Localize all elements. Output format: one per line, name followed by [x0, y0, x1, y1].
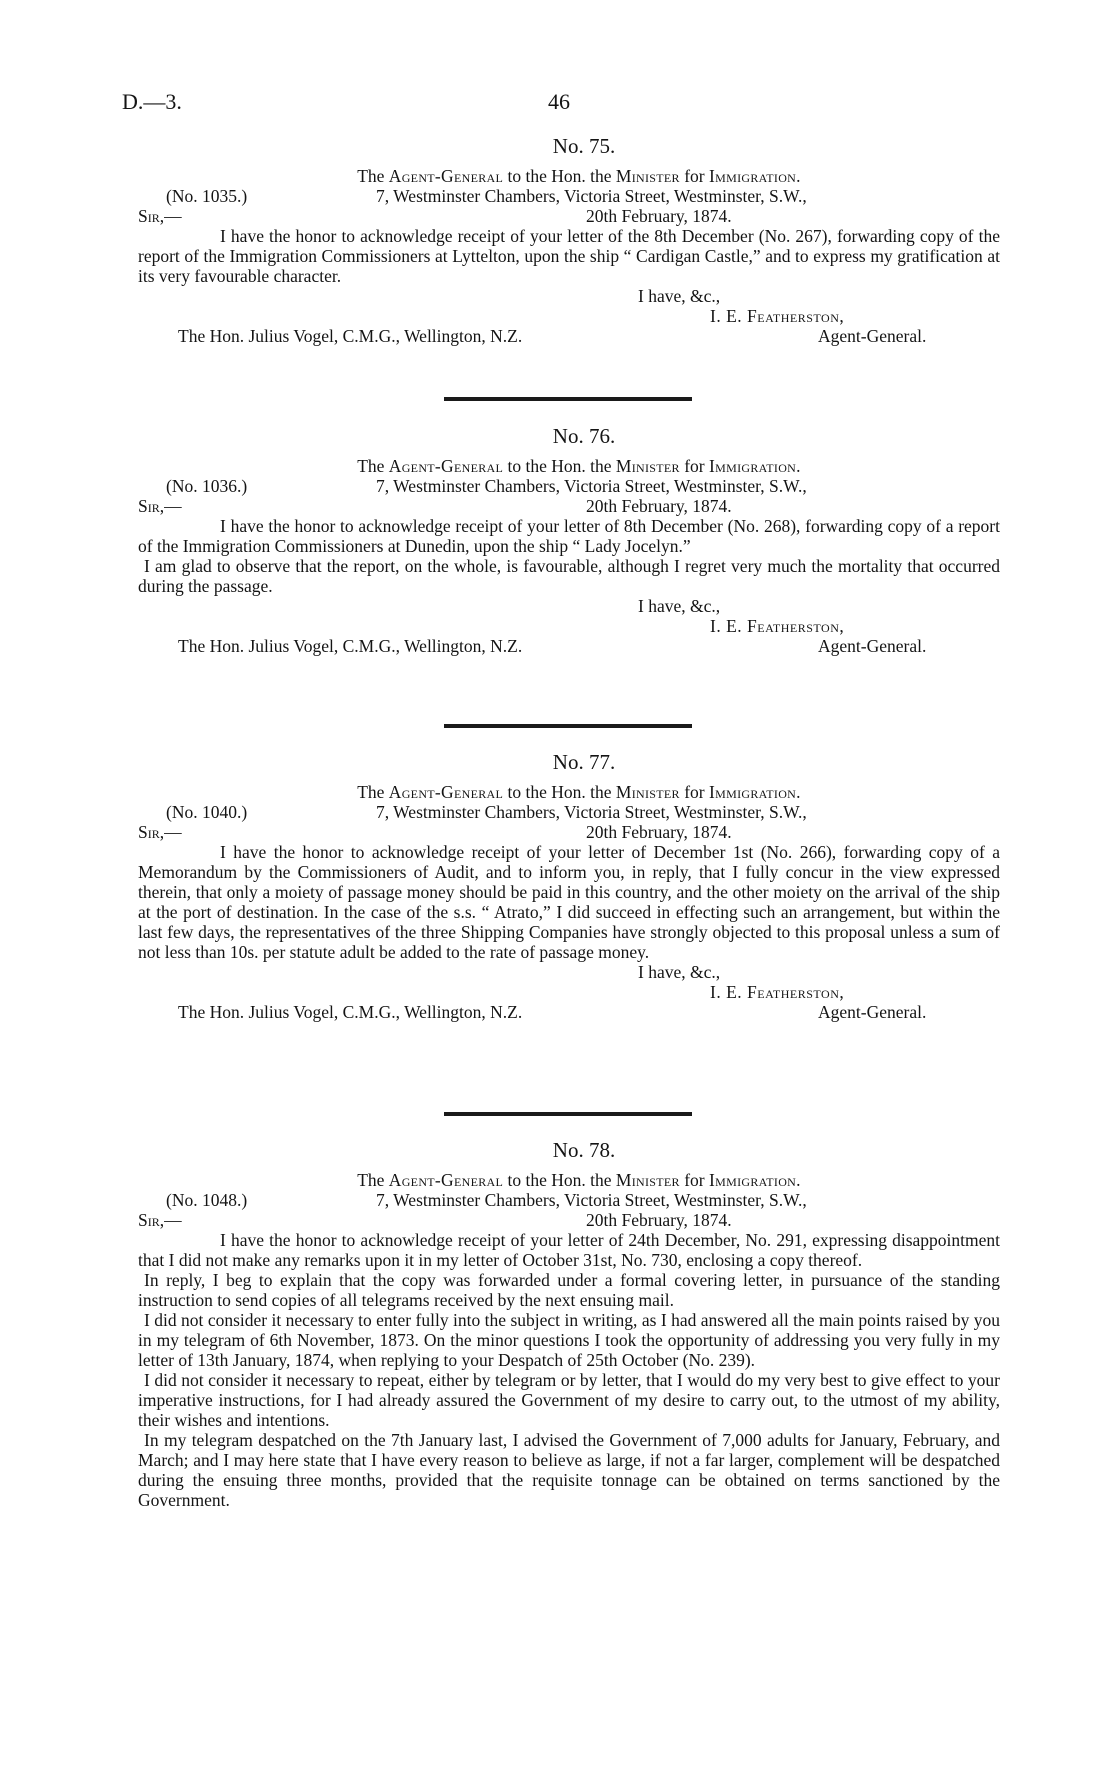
- sender-address: 7, Westminster Chambers, Victoria Street, Westminster, S.W.,: [376, 1190, 807, 1210]
- signer: I. E. Featherston,: [710, 306, 845, 326]
- letter-date: 20th February, 1874.: [586, 206, 732, 226]
- series-code: D.—3.: [122, 89, 182, 114]
- salutation-line: [138, 1210, 1000, 1230]
- signer-role: Agent-General.: [818, 1002, 927, 1022]
- reference-line: [138, 802, 1000, 822]
- section-divider: [444, 724, 692, 728]
- paragraph: In reply, I beg to explain that the copy was forwarded under a formal covering letter, in pursuance of the standing instruction to send copies of all telegrams received by the next ensuing mail.: [138, 1270, 1000, 1310]
- paragraph: I have the honor to acknowledge receipt of your letter of December 1st (No. 266), forwarding copy of a Memorandum by the Commissioners of Audit, and to inform you, in reply, that I fully concur in the view expressed therein, that only a moiety of passage money should be paid in this country, and the other moiety on the arrival of the ship at the port of destination. In the case of the s.s. “ Atrato,” I did succeed in effecting such an arrangement, but within the last few days, the representatives of the three Shipping Companies have strongly objected to this proposal unless a sum of not less than 10s. per statute adult be added to the rate of passage money.: [138, 842, 1000, 962]
- letter-77: [138, 752, 1000, 1022]
- letter-title: The Agent-General to the Hon. the Minister for Immigration.: [357, 782, 801, 802]
- closing-block: [138, 286, 1000, 346]
- closing: I have, &c.,: [638, 286, 721, 306]
- letter-78: [138, 1140, 1000, 1510]
- letter-number: No. 76.: [552, 424, 616, 448]
- reference-line: [138, 1190, 1000, 1210]
- closing: I have, &c.,: [638, 596, 721, 616]
- letter-75: [138, 136, 1000, 346]
- closing-block: [138, 596, 1000, 656]
- reference-number: (No. 1036.): [166, 476, 248, 496]
- addressee: The Hon. Julius Vogel, C.M.G., Wellington, N.Z.: [178, 636, 523, 656]
- signer: I. E. Featherston,: [710, 982, 845, 1002]
- reference-number: (No. 1035.): [166, 186, 248, 206]
- letter-number: No. 75.: [552, 134, 616, 158]
- paragraph: I have the honor to acknowledge receipt of your letter of 8th December (No. 268), forwarding copy of a report of the Immigration Commissioners at Dunedin, upon the ship “ Lady Jocelyn.”: [138, 516, 1000, 556]
- letter-number: No. 77.: [552, 750, 616, 774]
- salutation: Sir,—: [138, 822, 182, 842]
- addressee: The Hon. Julius Vogel, C.M.G., Wellington, N.Z.: [178, 1002, 523, 1022]
- paragraph: I have the honor to acknowledge receipt of your letter of 24th December, No. 291, expressing disappointment that I did not make any remarks upon it in my letter of October 31st, No. 730, enclosing a copy thereof.: [138, 1230, 1000, 1270]
- paragraph: In my telegram despatched on the 7th January last, I advised the Government of 7,000 adults for January, February, and March; and I may here state that I have every reason to believe as large, if not a far larger, complement will be despatched during the ensuing three months, provided that the requisite tonnage can be obtained on terms sanctioned by the Government.: [138, 1430, 1000, 1510]
- letter-date: 20th February, 1874.: [586, 822, 732, 842]
- letter-date: 20th February, 1874.: [586, 1210, 732, 1230]
- letter-date: 20th February, 1874.: [586, 496, 732, 516]
- addressee: The Hon. Julius Vogel, C.M.G., Wellington, N.Z.: [178, 326, 523, 346]
- page-number: 46: [548, 89, 570, 114]
- salutation-line: [138, 822, 1000, 842]
- sender-address: 7, Westminster Chambers, Victoria Street, Westminster, S.W.,: [376, 802, 807, 822]
- paragraph: I am glad to observe that the report, on the whole, is favourable, although I regret very much the mortality that occurred during the passage.: [138, 556, 1000, 596]
- letter-76: [138, 426, 1000, 656]
- paragraph: I have the honor to acknowledge receipt of your letter of the 8th December (No. 267), forwarding copy of the report of the Immigration Commissioners at Lyttelton, upon the ship “ Cardigan Castle,” and to express my gratification at its very favourable character.: [138, 226, 1000, 286]
- letter-title: The Agent-General to the Hon. the Minister for Immigration.: [357, 166, 801, 186]
- reference-number: (No. 1048.): [166, 1190, 248, 1210]
- signer-role: Agent-General.: [818, 636, 927, 656]
- salutation: Sir,—: [138, 206, 182, 226]
- salutation: Sir,—: [138, 496, 182, 516]
- signer: I. E. Featherston,: [710, 616, 845, 636]
- closing-block: [138, 962, 1000, 1022]
- paragraph: I did not consider it necessary to enter fully into the subject in writing, as I had answered all the main points raised by you in my telegram of 6th November, 1873. On the minor questions I took the opportunity of addressing you very fully in my letter of 13th January, 1874, when replying to your Despatch of 25th October (No. 239).: [138, 1310, 1000, 1370]
- reference-line: [138, 186, 1000, 206]
- letter-number: No. 78.: [552, 1138, 616, 1162]
- signer-role: Agent-General.: [818, 326, 927, 346]
- letter-title: The Agent-General to the Hon. the Minister for Immigration.: [357, 1170, 801, 1190]
- salutation-line: [138, 206, 1000, 226]
- salutation-line: [138, 496, 1000, 516]
- section-divider: [444, 397, 692, 401]
- sender-address: 7, Westminster Chambers, Victoria Street, Westminster, S.W.,: [376, 476, 807, 496]
- salutation: Sir,—: [138, 1210, 182, 1230]
- sender-address: 7, Westminster Chambers, Victoria Street, Westminster, S.W.,: [376, 186, 807, 206]
- section-divider: [444, 1112, 692, 1116]
- letter-title: The Agent-General to the Hon. the Minister for Immigration.: [357, 456, 801, 476]
- reference-line: [138, 476, 1000, 496]
- closing: I have, &c.,: [638, 962, 721, 982]
- paragraph: I did not consider it necessary to repeat, either by telegram or by letter, that I would do my very best to give effect to your imperative instructions, for I had already assured the Government of my desire to carry out, to the utmost of my ability, their wishes and intentions.: [138, 1370, 1000, 1430]
- reference-number: (No. 1040.): [166, 802, 248, 822]
